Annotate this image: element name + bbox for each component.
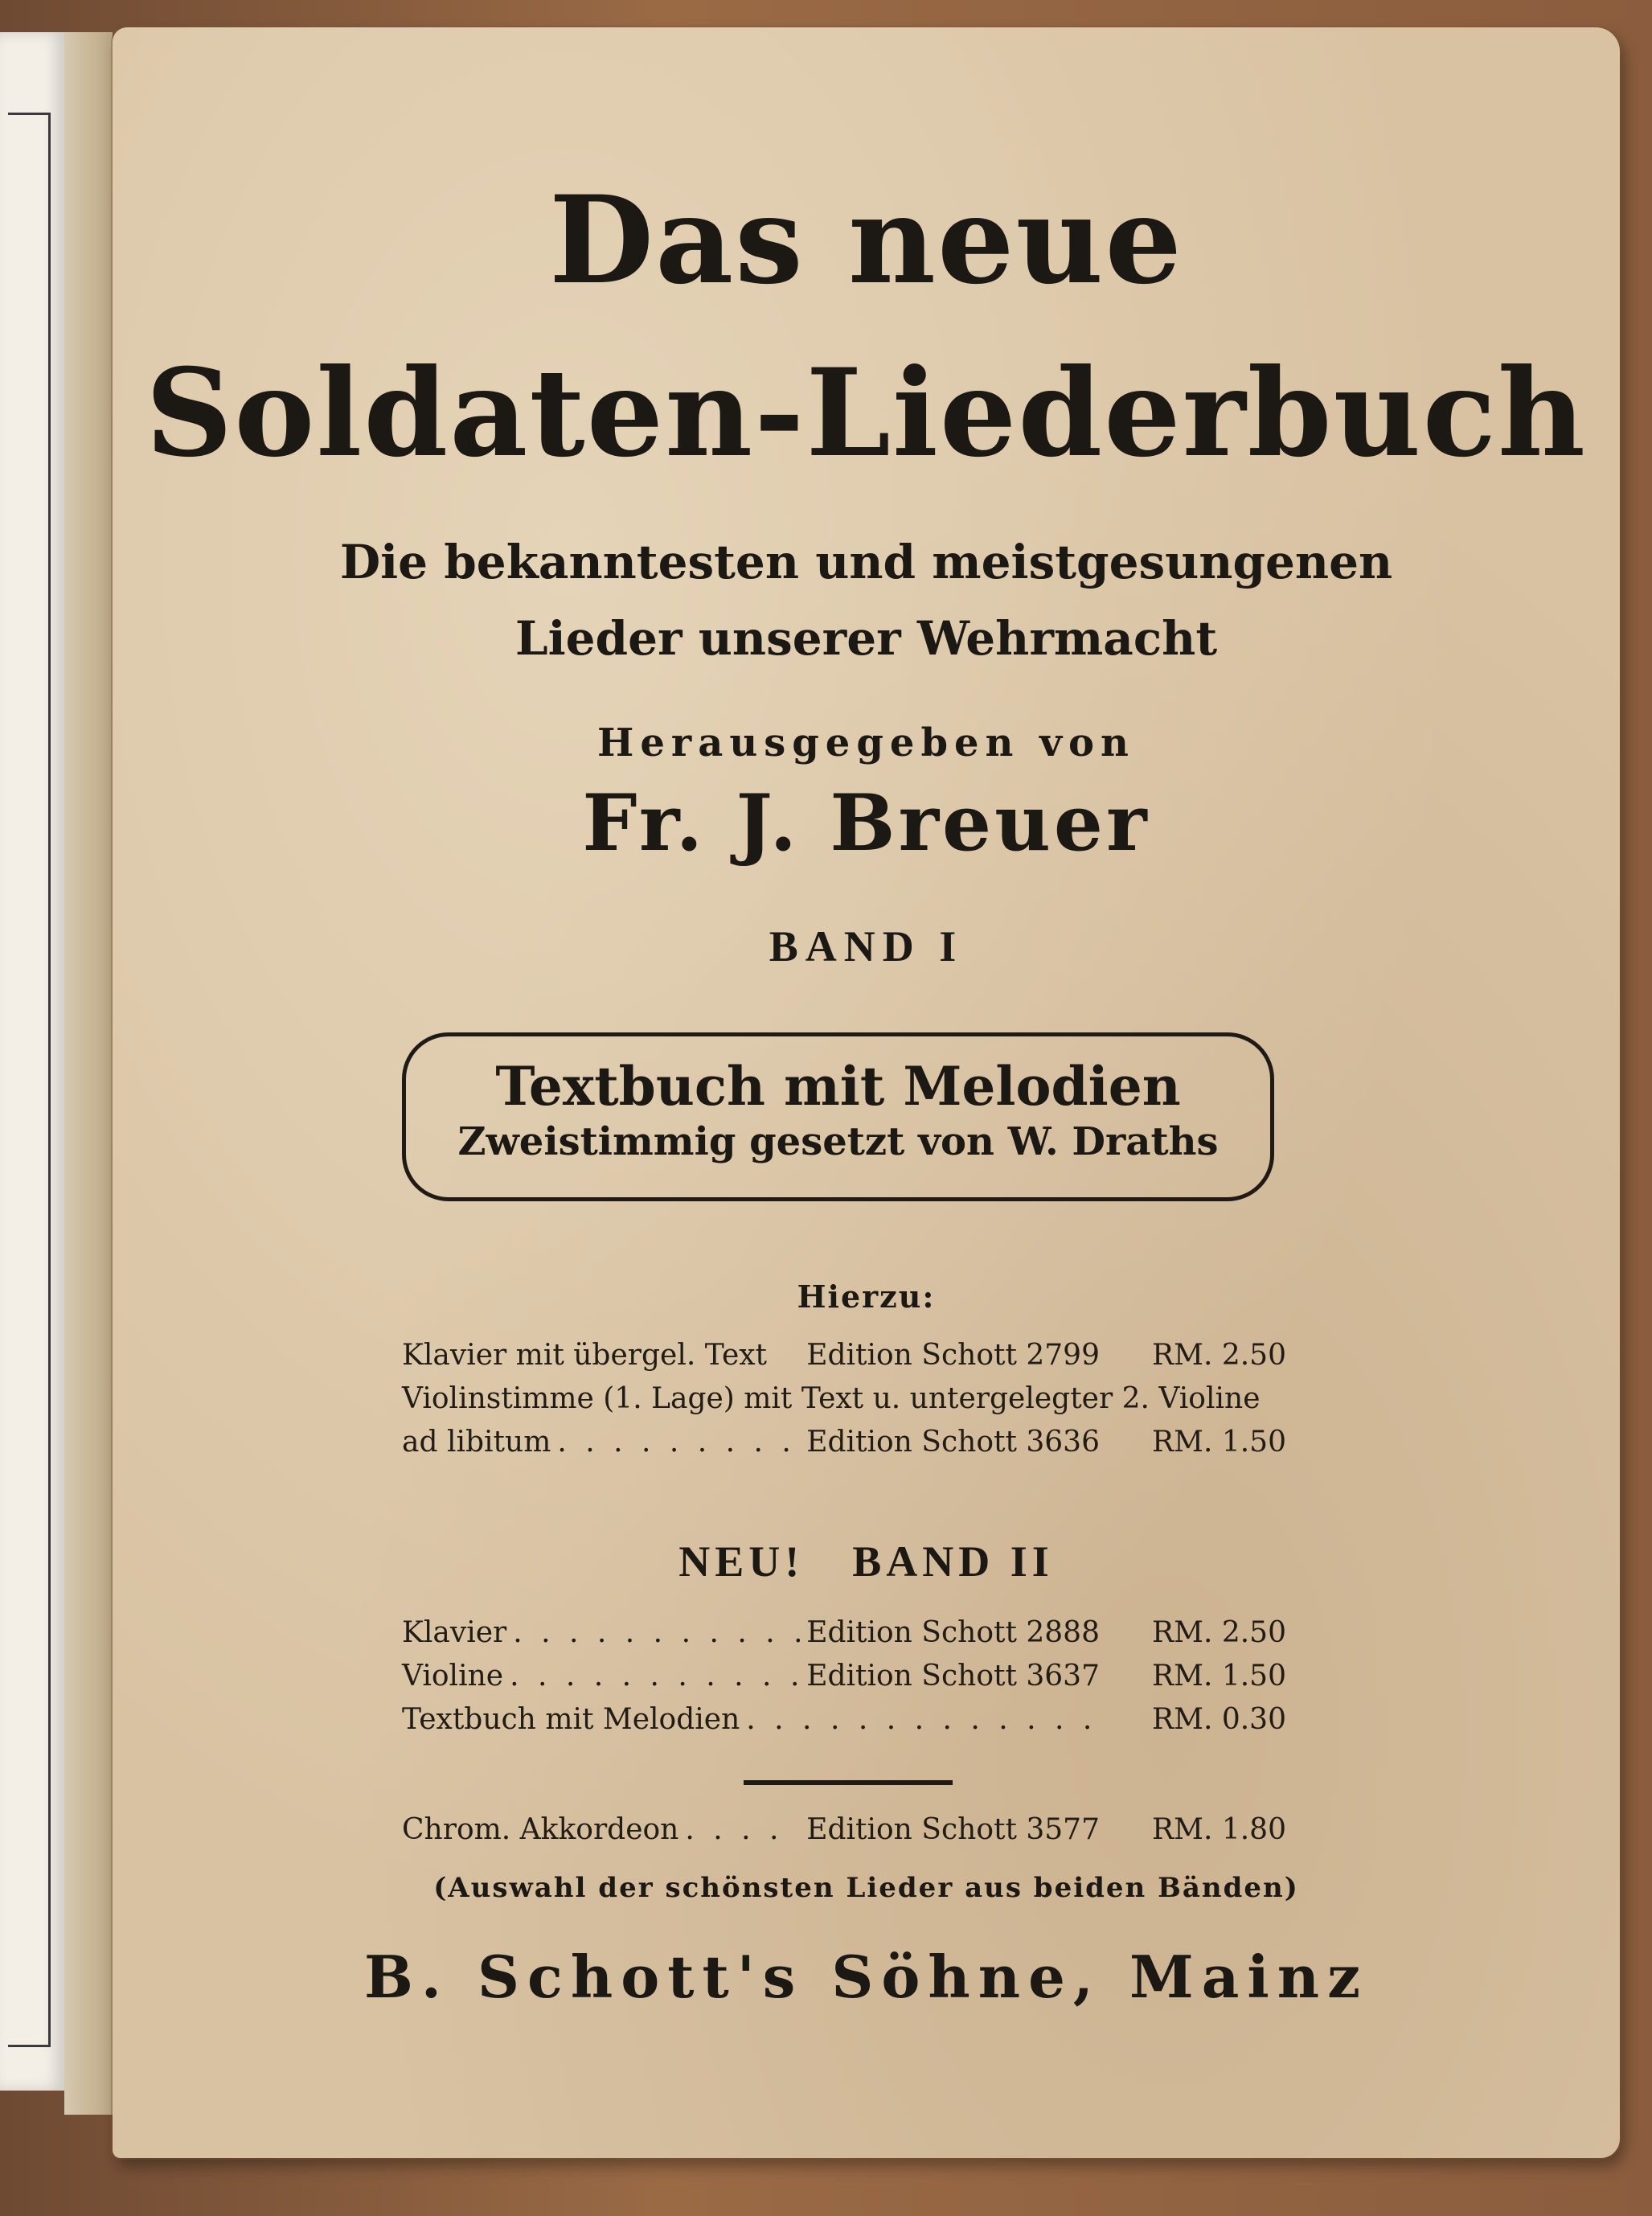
editor-name: Fr. J. Breuer (582, 778, 1150, 868)
item-label: Violinstimme (1. Lage) mit Text u. untergelegter 2. Violine (402, 1382, 1261, 1415)
item-edition: Edition Schott 3636 (806, 1426, 1100, 1459)
band2-title: BAND II (852, 1537, 1054, 1586)
item-edition: Edition Schott 3637 (806, 1660, 1100, 1693)
subtitle-line-2: Lieder unserer Wehrmacht (514, 611, 1218, 666)
band1-list (402, 1334, 1286, 1464)
title-line-2: Soldaten-Liederbuch (145, 343, 1588, 484)
item-price: RM. 2.50 (1151, 1339, 1286, 1372)
facing-page-border (8, 113, 51, 2047)
item-label: Klavier mit übergel. Text (402, 1339, 768, 1372)
item-label: ad libitum (402, 1426, 551, 1459)
volume-label: BAND I (769, 922, 964, 971)
item-price: RM. 1.50 (1151, 1660, 1286, 1693)
list-item (402, 1334, 1286, 1377)
textbook-box-title: Textbuch mit Melodien (495, 1055, 1181, 1118)
list-item (402, 1421, 1286, 1464)
item-label: Chrom. Akkordeon (402, 1813, 679, 1846)
list-item (402, 1808, 1286, 1852)
item-price: RM. 0.30 (1151, 1703, 1286, 1736)
selection-note: (Auswahl der schönsten Lieder aus beiden Bänden) (433, 1872, 1299, 1904)
item-label: Violine (402, 1660, 504, 1693)
item-price: RM. 1.80 (1151, 1813, 1286, 1846)
new-badge: NEU! (678, 1537, 805, 1586)
item-label: Textbuch mit Melodien (402, 1703, 740, 1736)
list-item (402, 1698, 1286, 1742)
subtitle-line-1: Die bekanntesten und meistgesungenen (339, 535, 1393, 589)
item-price: RM. 2.50 (1151, 1616, 1286, 1649)
publisher-name: B. Schott's Söhne, Mainz (364, 1943, 1368, 2011)
band2-list (402, 1611, 1286, 1742)
band2-heading (113, 1535, 1620, 1588)
leader-dots (746, 1698, 1111, 1742)
item-edition: Edition Schott 2799 (806, 1339, 1100, 1372)
list-item (402, 1377, 1286, 1421)
list-item (402, 1655, 1286, 1698)
textbook-box-subtitle: Zweistimmig gesetzt von W. Draths (457, 1119, 1219, 1164)
editor-label: Herausgegeben von (597, 720, 1135, 765)
textbook-box (402, 1032, 1274, 1201)
title-page (113, 27, 1620, 2158)
leader-dots (513, 1611, 800, 1655)
divider-rule (744, 1780, 953, 1785)
book-spine (64, 32, 113, 2115)
leader-dots (510, 1655, 800, 1698)
leader-dots (557, 1421, 800, 1464)
facing-page (0, 32, 67, 2091)
item-edition: Edition Schott 3577 (806, 1813, 1100, 1846)
list-item (402, 1611, 1286, 1655)
title-line-1: Das neue (549, 170, 1183, 311)
item-edition: Edition Schott 2888 (806, 1616, 1100, 1649)
leader-dots (685, 1808, 800, 1852)
accordion-list (402, 1808, 1286, 1852)
item-label: Klavier (402, 1616, 507, 1649)
hierzu-label: Hierzu: (797, 1278, 936, 1315)
item-price: RM. 1.50 (1151, 1426, 1286, 1459)
